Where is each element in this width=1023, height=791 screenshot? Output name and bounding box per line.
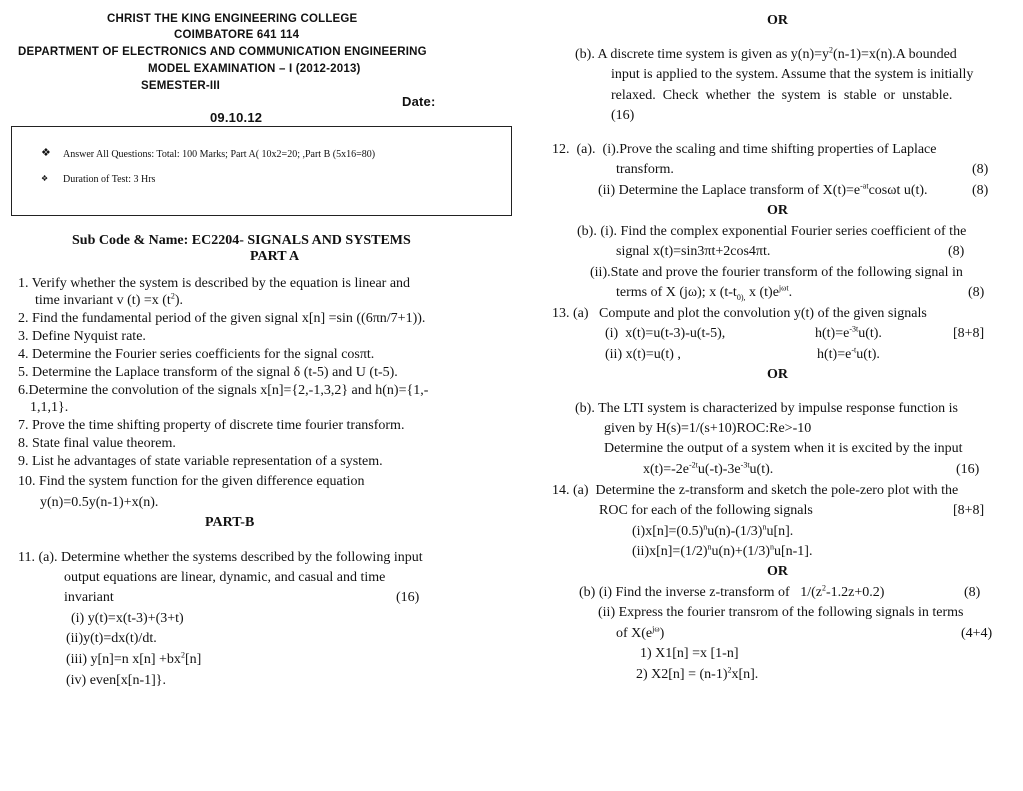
question-11a-line3: invariant [64,590,114,605]
marks: (8) [964,585,981,600]
question-6-cont: 1,1,1}. [30,400,69,415]
question-4: 4. Determine the Fourier series coefficients for the signal cosπt. [18,347,375,362]
marks: (16) [956,462,980,477]
question-12a: 12. (a). (i).Prove the scaling and time shifting properties of Laplace [552,142,937,157]
question-11a-i: (i) y(t)=x(t-3)+(3+t) [71,611,184,626]
question-2: 2. Find the fundamental period of the given signal x[n] =sin ((6πn/7+1)). [18,311,426,326]
question-12b: (b). (i). Find the complex exponential Fourier series coefficient of the [577,224,967,239]
question-9: 9. List he advantages of state variable representation of a system. [18,454,383,469]
marks: [8+8] [953,326,985,341]
question-10: 10. Find the system function for the given difference equation [18,474,365,489]
question-1: 1. Verify whether the system is described by the equation is linear and [18,276,411,291]
question-11a-ii: (ii)y(t)=dx(t)/dt. [66,631,157,646]
question-11a-iv: (iv) even[x[n-1]}. [66,673,167,688]
question-14a-line2: ROC for each of the following signals [599,503,813,518]
question-7: 7. Prove the time shifting property of discrete time fourier transform. [18,418,405,433]
date-value: 09.10.12 [210,110,263,125]
question-13a-i-h: $h(t)=e^{-3t}u(t)$. [815,324,882,341]
question-13a-ii-h: $h(t)=e^{-t}u(t)$. [817,345,880,362]
question-14a: 14. (a) Determine the z-transform and sketch the pole-zero plot with the [552,483,959,498]
or-divider: OR [767,367,788,382]
question-11a-iii: (iii) y[n]=n $x[n] +bx^2[n]$ [66,650,202,667]
exam-title: MODEL EXAMINATION – I (2012-2013) [148,63,361,75]
question-14a-i: $(i)x[n]=(0.5)^nu(n)-(1/3)^nu[n]$. [632,522,794,539]
question-6: 6.Determine the convolution of the signals x[n]={2,-1,3,2} and h(n)={1,- [18,383,429,398]
marks: (16) [396,590,420,605]
marks: (8) [968,285,985,300]
part-a-title: PART A [250,249,300,264]
question-11a: 11. (a). Determine whether the systems described by the following input [18,550,423,565]
question-13b-input: $x(t)=-2e^{-2t}u(-t)-3e^{-3t}u(t)$. [643,460,774,477]
question-13a-ii-x: (ii) x(t)=u(t) , [605,347,681,362]
question-11b-line2: input is applied to the system. Assume that the system is initially [611,67,974,82]
question-13b: (b). The LTI system is characterized by impulse response function is [575,401,958,416]
question-13a: 13. (a) Compute and plot the convolution y(t) of the given signals [552,306,927,321]
part-b-title: PART-B [205,515,255,530]
marks: (4+4) [961,626,993,641]
question-12b-ii-line2: terms of X (jω); x ($t-t_{0),}$ x $(t)e^{j\omega t}$. [616,283,793,302]
question-13a-i-x: (i) x(t)=u(t-3)-u(t-5), [605,326,726,341]
marks: (8) [948,244,965,259]
college-name: CHRIST THE KING ENGINEERING COLLEGE [107,13,358,25]
question-10-cont: y(n)=0.5y(n-1)+x(n). [40,495,159,510]
question-14b-item-1: 1) X1[n] =x [1-n] [640,646,739,661]
department-name: DEPARTMENT OF ELECTRONICS AND COMMUNICATION ENGINEERING [18,46,427,58]
bullet-icon: ❖ [41,147,51,159]
instructions-duration: Duration of Test: 3 Hrs [63,174,156,185]
marks: (16) [611,108,635,123]
question-12a-line2: transform. [616,162,674,177]
question-14b-ii: (ii) Express the fourier transrom of the following signals in terms [598,605,964,620]
instructions-marks: Answer All Questions: Total: 100 Marks; Part A( 10x2=20; ,Part B (5x16=80) [63,149,376,160]
marks: (8) [972,183,989,198]
or-divider: OR [767,13,788,28]
question-5: 5. Determine the Laplace transform of the signal δ (t-5) and U (t-5). [18,365,398,380]
question-12b-line2: signal x(t)=sin3πt+2cos4πt. [616,244,771,259]
question-14b-item-2: 2) $X2[n] = (n-1)^2x[n]$. [636,665,759,682]
or-divider: OR [767,203,788,218]
subject-title: Sub Code & Name: EC2204- SIGNALS AND SYSTEMS [72,233,411,248]
question-11b: (b). A discrete time system is given as $y(n)=y^2(n-1)=x(n).A$ bounded [575,45,957,62]
question-11a-line2: output equations are linear, dynamic, and casual and time [64,570,386,585]
question-8: 8. State final value theorem. [18,436,176,451]
marks: [8+8] [953,503,985,518]
question-1-cont: time invariant v (t) =x $(t^2)$. [35,291,183,308]
question-12b-ii: (ii).State and prove the fourier transform of the following signal in [590,265,963,280]
question-13b-line3: Determine the output of a system when it is excited by the input [604,441,963,456]
or-divider: OR [767,564,788,579]
question-11b-line3: relaxed. Check whether the system is stable or unstable. [611,88,953,103]
question-14b-i: (b) (i) Find the inverse z-transform of $1/(z^2-1.2z+0.2)$ [579,583,885,600]
question-13b-line2: given by H(s)=1/(s+10)ROC:Re>-10 [604,421,812,436]
marks: (8) [972,162,989,177]
bullet-icon: ❖ [41,174,49,183]
date-label: Date: [402,94,436,109]
college-city: COIMBATORE 641 114 [174,29,300,41]
question-3: 3. Define Nyquist rate. [18,329,146,344]
question-12a-ii: (ii) Determine the Laplace transform of $X(t)=e^{-at}\cos\omega t$ u(t). [598,181,928,198]
question-14a-ii: $(ii)x[n]=(1/2)^nu(n)+(1/3)^nu[n-1]$. [632,542,813,559]
question-14b-ii-line2: of $X(e^{j\omega})$ [616,624,665,641]
instructions-box [11,126,512,216]
semester: SEMESTER-III [141,80,221,92]
